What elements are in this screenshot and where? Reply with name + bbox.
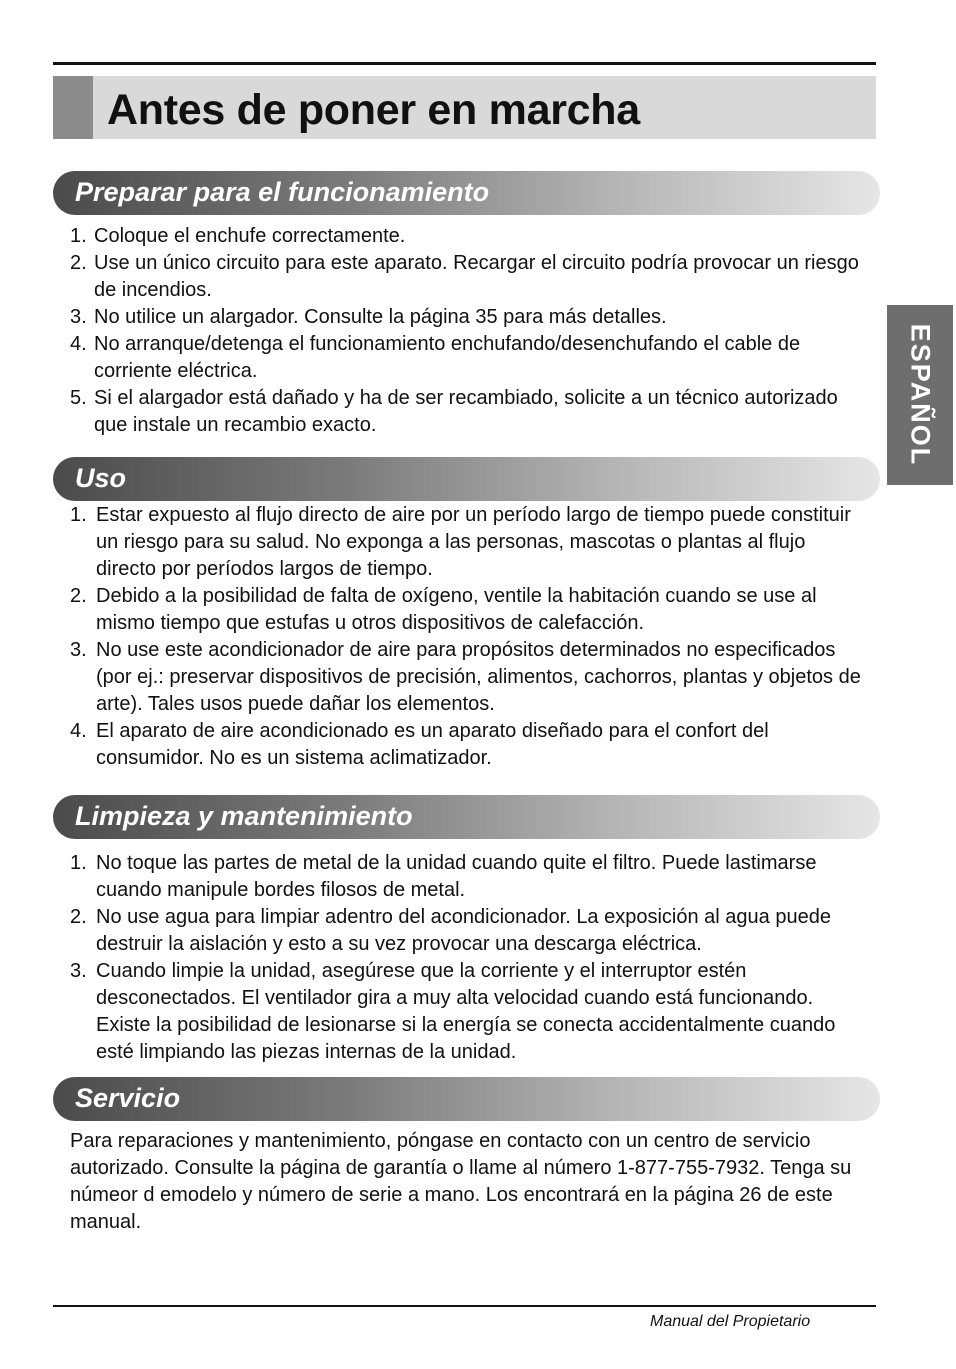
section-header-servicio [53, 1077, 880, 1121]
page-title: Antes de poner en marcha [107, 86, 640, 134]
section-title: Limpieza y mantenimiento [75, 801, 413, 831]
section-header-preparar [53, 171, 880, 215]
list-item: 2. Use un único circuito para este aparato. Recargar el circuito podría provocar un riesgo de incendios. [70, 252, 859, 301]
section-header-limpieza [53, 795, 880, 839]
language-tab [887, 305, 953, 485]
title-accent-block [53, 76, 93, 139]
top-rule [53, 62, 876, 65]
list-item: 3. No utilice un alargador. Consulte la página 35 para más detalles. [70, 306, 667, 328]
section-title: Servicio [75, 1083, 181, 1113]
section-title: Uso [75, 463, 127, 493]
list-item: 1. No toque las partes de metal de la unidad cuando quite el filtro. Puede lastimarse cuando manipule bordes filosos de metal. [70, 852, 817, 901]
list-item: 1. Coloque el enchufe correctamente. [70, 225, 406, 247]
list-item: 2. Debido a la posibilidad de falta de oxígeno, ventile la habitación cuando se use al mismo tiempo que estufas u otros dispositivos de calefacción. [70, 585, 817, 634]
list-item: 2. No use agua para limpiar adentro del acondicionador. La exposición al agua puede destruir la aislación y esto a su vez provocar una descarga eléctrica. [70, 906, 831, 955]
page-title-bar [53, 76, 876, 139]
list-item: 3. Cuando limpie la unidad, asegúrese que la corriente y el interruptor estén desconectados. El ventilador gira a muy alta velocidad cuando está funcionando. Existe la posibilidad de lesionarse si la energía se conecta accidentalmente cuando esté limpiando las piezas internas de la unidad. [70, 960, 836, 1063]
list-uso [70, 502, 870, 772]
list-item: 5. Si el alargador está dañado y ha de ser recambiado, solicite a un técnico autorizado que instale un recambio exacto. [70, 387, 838, 436]
list-item: 4. No arranque/detenga el funcionamiento enchufando/desenchufando el cable de corriente eléctrica. [70, 333, 801, 382]
list-preparar [70, 223, 870, 439]
list-limpieza [70, 850, 870, 1066]
servicio-paragraph: Para reparaciones y mantenimiento, póngase en contacto con un centro de servicio autorizado. Consulte la página de garantía o llame al número 1-877-755-7932. Tenga su númeor d emodelo y número de serie a mano. Los encontrará en la página 26 de este manual. [70, 1130, 852, 1233]
language-tab-label: ESPAÑOL [905, 323, 936, 467]
section-title: Preparar para el funcionamiento [75, 177, 490, 207]
list-item: 1. Estar expuesto al flujo directo de aire por un período largo de tiempo puede constituir un riesgo para su salud. No exponga a las personas, mascotas o plantas al flujo directo por períodos largos de tiempo. [70, 504, 851, 580]
section-header-uso [53, 457, 880, 501]
list-item: 3. No use este acondicionador de aire para propósitos determinados no especificados (por ej.: preservar dispositivos de precisión, alimentos, cachorros, plantas y objetos de arte). Tales usos puede dañar los elementos. [70, 639, 861, 715]
footer-text: Manual del Propietario [650, 1313, 811, 1330]
list-item: 4. El aparato de aire acondicionado es un aparato diseñado para el confort del consumidor. No es un sistema aclimatizador. [70, 720, 769, 769]
bottom-rule [53, 1305, 876, 1307]
